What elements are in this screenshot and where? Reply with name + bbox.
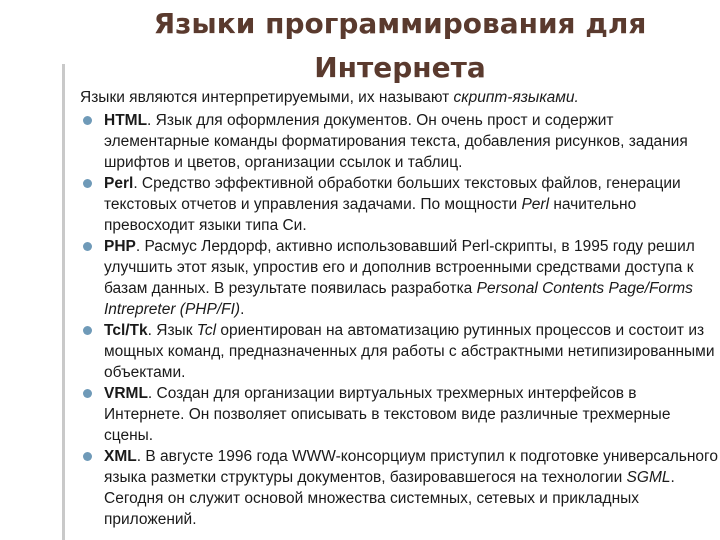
bullet-icon (83, 242, 92, 251)
desc-xml-b: . Сегодня он служит основой множества системных, сетевых и прикладных приложений. (104, 469, 675, 528)
language-list (80, 110, 720, 530)
intro-emphasis: скрипт-языками. (453, 89, 579, 106)
desc-php-a: . Расмус Лердорф, активно использовавший Perl-скрипты, в 1995 году решил улучшить этот язык, упростив его и дополнив встроенными средствами доступа к базам данных. В результате появилась разработка (104, 238, 695, 297)
term-php: PHP (104, 238, 136, 255)
bullet-icon (83, 452, 92, 461)
bullet-icon (83, 389, 92, 398)
desc-perl-b: начительно превосходит языки типа Си. (104, 196, 637, 234)
desc-tcltk-b: ориентирован на автоматизацию рутинных процессов и состоит из мощных команд, предназначенных для работы с абстрактными нетипизированными объектами. (104, 322, 715, 381)
term-xml: XML (104, 448, 137, 465)
desc-xml-italic: SGML (626, 469, 671, 486)
desc-vrml: . Создан для организации виртуальных трехмерных интерфейсов в Интернете. Он позволяет описывать в текстовом виде различные трехмерные сцены. (104, 385, 671, 444)
term-tcltk: Tcl/Tk (104, 322, 148, 339)
desc-perl-a: . Средство эффективной обработки больших текстовых файлов, генерации текстовых отчетов и управления задачами. По мощности (104, 175, 681, 213)
desc-php-italic: Personal Contents Page/Forms Intrepreter (PHP/FI) (104, 280, 693, 318)
bullet-icon (83, 179, 92, 188)
list-item-tcltk (80, 320, 720, 383)
term-html: HTML (104, 112, 148, 129)
desc-html: . Язык для оформления документов. Он очень прост и содержит элементарные команды форматирования текста, добавления рисунков, задания шрифтов и цветов, организации ссылок и таблиц. (104, 112, 688, 171)
list-item-xml (80, 446, 720, 530)
desc-xml-a: . В августе 1996 года WWW-консорциум приступил к подготовке универсального языка разметки структуры документов, базировавшегося на технологии (104, 448, 718, 486)
intro-line (80, 88, 716, 107)
desc-tcltk-a: . Язык (147, 322, 197, 339)
desc-php-b: . (240, 301, 245, 318)
list-item-perl (80, 173, 720, 236)
desc-perl-italic: Perl (521, 196, 550, 213)
list-item-php (80, 236, 720, 320)
intro-text: Языки являются интерпретируемыми, их называют (80, 89, 454, 106)
bullet-icon (83, 116, 92, 125)
list-item-vrml (80, 383, 720, 446)
slide-title: Языки программирования для Интернета (153, 7, 647, 84)
desc-tcltk-italic: Tcl (196, 322, 217, 339)
term-perl: Perl (104, 175, 134, 192)
list-item-html (80, 110, 720, 173)
left-accent-rule (62, 64, 65, 540)
term-vrml: VRML (104, 385, 148, 402)
bullet-icon (83, 326, 92, 335)
